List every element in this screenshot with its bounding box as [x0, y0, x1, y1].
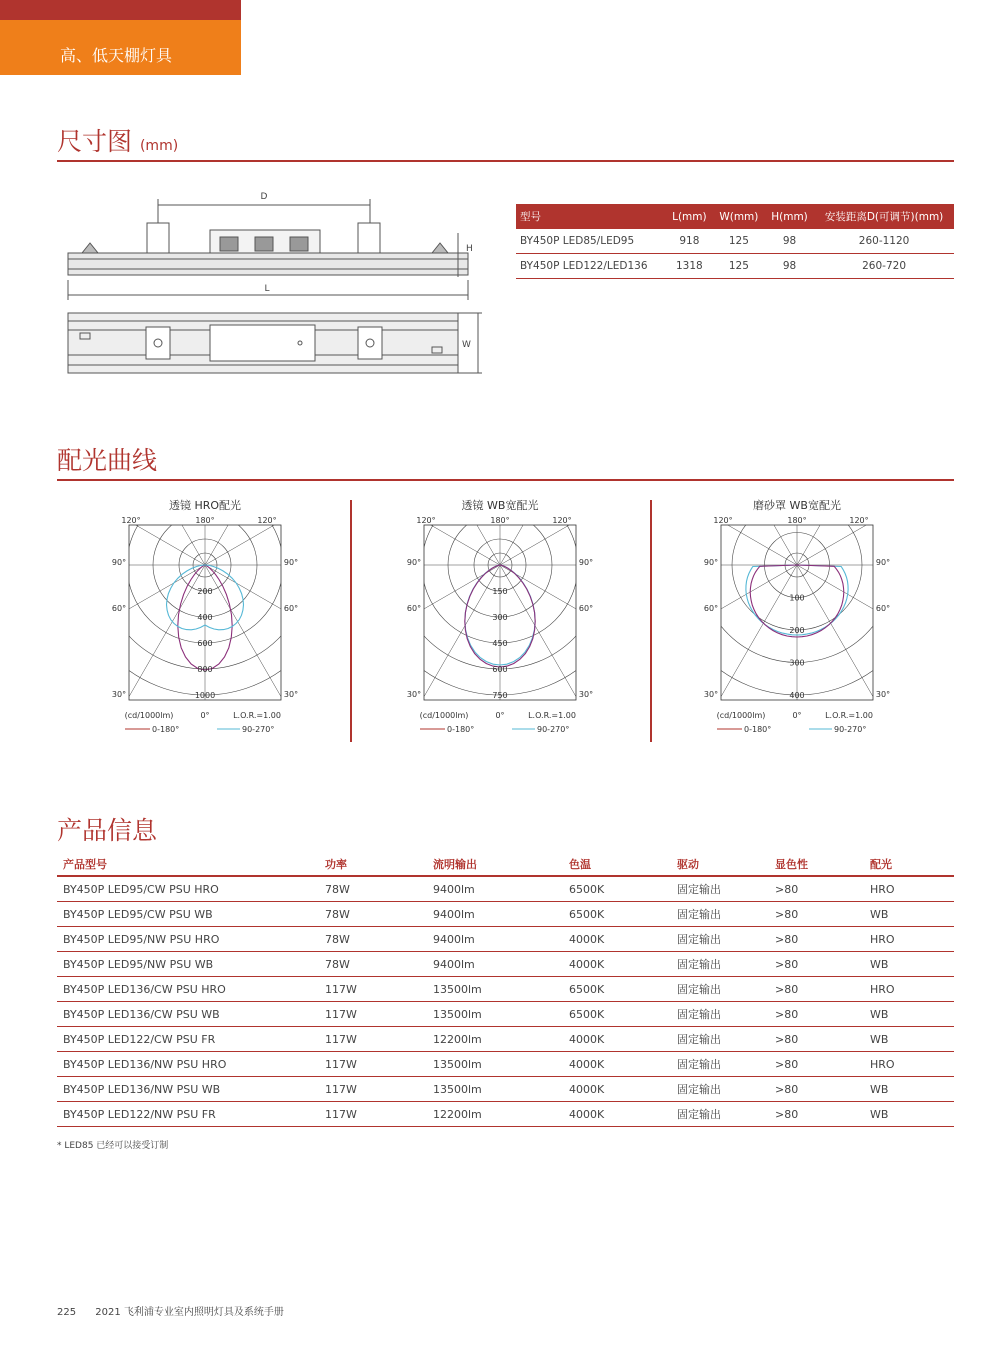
polar-chart-1	[105, 495, 305, 740]
product-cell: 117W	[319, 1077, 427, 1102]
table-row	[57, 927, 954, 952]
ring-label: 400	[197, 613, 213, 622]
dim-col-model: 型号	[516, 204, 666, 229]
header-tab-label: 高、低天棚灯具	[60, 46, 173, 65]
zero-label: 0°	[495, 711, 505, 720]
product-cell: 固定输出	[671, 902, 769, 927]
chart-title: 透镜 HRO配光	[168, 499, 242, 512]
lor-label: L.O.R.=1.00	[825, 711, 873, 720]
product-cell: 6500K	[563, 902, 671, 927]
angle-label: 30°	[283, 690, 299, 699]
product-cell: 9400lm	[427, 952, 563, 977]
dimension-drawing	[60, 185, 490, 385]
dim-cell: BY450P LED85/LED95	[516, 229, 666, 254]
product-cell: WB	[864, 1027, 954, 1052]
ring-label: 600	[492, 665, 508, 674]
product-cell: >80	[769, 977, 864, 1002]
unit-label: (cd/1000lm)	[124, 711, 174, 720]
angle-label: 120°	[416, 516, 436, 525]
product-cell: 117W	[319, 1052, 427, 1077]
legend-a: 0-180°	[744, 725, 772, 734]
table-row	[516, 229, 954, 254]
product-cell: WB	[864, 902, 954, 927]
dim-cell: 260-1120	[814, 229, 954, 254]
angle-label: 60°	[578, 604, 594, 613]
product-cell: BY450P LED136/CW PSU HRO	[57, 977, 319, 1002]
legend-b: 90-270°	[242, 725, 275, 734]
product-cell: 4000K	[563, 1077, 671, 1102]
product-cell: 固定输出	[671, 876, 769, 902]
table-row	[57, 1002, 954, 1027]
angle-label: 30°	[703, 690, 719, 699]
product-cell: 4000K	[563, 1052, 671, 1077]
product-cell: BY450P LED95/NW PSU WB	[57, 952, 319, 977]
product-cell: 9400lm	[427, 876, 563, 902]
product-cell: 固定输出	[671, 1102, 769, 1127]
dim-cell: BY450P LED122/LED136	[516, 254, 666, 279]
table-row	[57, 977, 954, 1002]
table-row	[57, 902, 954, 927]
prod-col-driver: 驱动	[671, 853, 769, 876]
product-cell: >80	[769, 1052, 864, 1077]
angle-label: 60°	[875, 604, 891, 613]
polar-chart-3	[697, 495, 897, 740]
product-cell: BY450P LED122/NW PSU FR	[57, 1102, 319, 1127]
prod-col-lumen: 流明输出	[427, 853, 563, 876]
dim-cell: 260-720	[814, 254, 954, 279]
product-cell: BY450P LED95/CW PSU WB	[57, 902, 319, 927]
dim-cell: 125	[713, 254, 765, 279]
page-footer	[57, 1303, 300, 1318]
dim-cell: 1318	[666, 254, 713, 279]
product-cell: 9400lm	[427, 902, 563, 927]
label-l: L	[264, 284, 270, 294]
product-cell: >80	[769, 1027, 864, 1052]
chart-separator	[650, 500, 652, 742]
table-row	[516, 254, 954, 279]
angle-label: 180°	[490, 516, 510, 525]
angle-label: 60°	[111, 604, 127, 613]
product-cell: HRO	[864, 876, 954, 902]
dimension-table-header	[516, 204, 954, 229]
dimension-unit: (mm)	[139, 138, 179, 154]
product-cell: 12200lm	[427, 1027, 563, 1052]
product-cell: 4000K	[563, 952, 671, 977]
product-cell: BY450P LED136/CW PSU WB	[57, 1002, 319, 1027]
product-cell: >80	[769, 927, 864, 952]
product-cell: 固定输出	[671, 1052, 769, 1077]
dim-cell: 98	[765, 254, 814, 279]
page-number: 225	[57, 1307, 77, 1318]
angle-label: 60°	[283, 604, 299, 613]
angle-label: 120°	[257, 516, 277, 525]
product-cell: BY450P LED136/NW PSU HRO	[57, 1052, 319, 1077]
label-h: H	[466, 244, 473, 254]
product-table-header	[57, 853, 954, 876]
table-row	[57, 1027, 954, 1052]
angle-label: 30°	[111, 690, 127, 699]
product-cell: 78W	[319, 927, 427, 952]
ring-label: 600	[197, 639, 213, 648]
angle-label: 30°	[578, 690, 594, 699]
ring-label: 750	[492, 691, 508, 700]
product-cell: HRO	[864, 1052, 954, 1077]
product-cell: 78W	[319, 902, 427, 927]
angle-label: 90°	[283, 558, 299, 567]
product-cell: 6500K	[563, 876, 671, 902]
ring-label: 400	[789, 691, 805, 700]
dimension-title-text: 尺寸图	[57, 127, 133, 156]
photometric-section-title: 配光曲线	[57, 446, 158, 475]
dim-col-d: 安装距离D(可调节)(mm)	[814, 204, 954, 229]
prod-col-cct: 色温	[563, 853, 671, 876]
ring-label: 1000	[194, 691, 216, 700]
footnote: * LED85 已经可以接受订制	[57, 1141, 169, 1151]
product-cell: 12200lm	[427, 1102, 563, 1127]
book-title: 2021 飞利浦专业室内照明灯具及系统手册	[95, 1307, 284, 1318]
angle-label: 90°	[406, 558, 422, 567]
product-cell: 13500lm	[427, 1052, 563, 1077]
dim-cell: 918	[666, 229, 713, 254]
dimension-section-title	[57, 122, 178, 158]
angle-label: 120°	[552, 516, 572, 525]
dimension-rule	[57, 160, 954, 162]
angle-label: 180°	[195, 516, 215, 525]
ring-label: 800	[197, 665, 213, 674]
product-cell: BY450P LED136/NW PSU WB	[57, 1077, 319, 1102]
product-cell: WB	[864, 1002, 954, 1027]
angle-label: 30°	[406, 690, 422, 699]
dim-col-l: L(mm)	[666, 204, 713, 229]
table-row	[57, 1077, 954, 1102]
product-cell: HRO	[864, 977, 954, 1002]
angle-label: 90°	[703, 558, 719, 567]
dim-col-h: H(mm)	[765, 204, 814, 229]
angle-label: 60°	[406, 604, 422, 613]
table-row	[57, 876, 954, 902]
unit-label: (cd/1000lm)	[716, 711, 766, 720]
product-cell: 4000K	[563, 927, 671, 952]
product-cell: >80	[769, 902, 864, 927]
product-cell: 117W	[319, 1027, 427, 1052]
label-d: D	[260, 192, 268, 202]
product-section-title: 产品信息	[57, 816, 158, 845]
table-row	[57, 952, 954, 977]
product-cell: 固定输出	[671, 977, 769, 1002]
product-cell: 117W	[319, 1002, 427, 1027]
dim-col-w: W(mm)	[713, 204, 765, 229]
product-cell: >80	[769, 952, 864, 977]
polar-chart-2	[400, 495, 600, 740]
chart-title: 透镜 WB宽配光	[461, 499, 539, 512]
product-cell: 13500lm	[427, 977, 563, 1002]
angle-label: 120°	[849, 516, 869, 525]
ring-label: 300	[789, 658, 805, 668]
product-cell: 固定输出	[671, 1027, 769, 1052]
label-w: W	[462, 340, 471, 350]
product-cell: 4000K	[563, 1102, 671, 1127]
header-tab	[0, 0, 241, 75]
product-cell: 固定输出	[671, 927, 769, 952]
product-cell: 固定输出	[671, 952, 769, 977]
zero-label: 0°	[792, 711, 802, 720]
legend-b: 90-270°	[537, 725, 570, 734]
prod-col-power: 功率	[319, 853, 427, 876]
angle-label: 120°	[121, 516, 141, 525]
product-cell: 117W	[319, 977, 427, 1002]
product-cell: 固定输出	[671, 1002, 769, 1027]
product-cell: WB	[864, 1102, 954, 1127]
ring-label: 100	[789, 593, 805, 603]
product-cell: 13500lm	[427, 1002, 563, 1027]
photometric-rule	[57, 479, 954, 481]
dim-cell: 125	[713, 229, 765, 254]
product-cell: 78W	[319, 952, 427, 977]
product-cell: WB	[864, 1077, 954, 1102]
product-cell: 117W	[319, 1102, 427, 1127]
angle-label: 120°	[713, 516, 733, 525]
legend-a: 0-180°	[152, 725, 180, 734]
product-cell: 9400lm	[427, 927, 563, 952]
chart-separator	[350, 500, 352, 742]
product-cell: BY450P LED122/CW PSU FR	[57, 1027, 319, 1052]
product-cell: 13500lm	[427, 1077, 563, 1102]
product-cell: >80	[769, 1077, 864, 1102]
product-cell: 固定输出	[671, 1077, 769, 1102]
angle-label: 180°	[787, 516, 807, 525]
product-cell: 78W	[319, 876, 427, 902]
chart-title: 磨砂罩 WB宽配光	[753, 499, 841, 512]
angle-label: 90°	[111, 558, 127, 567]
lor-label: L.O.R.=1.00	[233, 711, 281, 720]
product-cell: BY450P LED95/CW PSU HRO	[57, 876, 319, 902]
prod-col-model: 产品型号	[57, 853, 319, 876]
product-cell: WB	[864, 952, 954, 977]
table-row	[57, 1102, 954, 1127]
angle-label: 30°	[875, 690, 891, 699]
dim-cell: 98	[765, 229, 814, 254]
product-cell: BY450P LED95/NW PSU HRO	[57, 927, 319, 952]
table-row	[57, 1052, 954, 1077]
prod-col-optic: 配光	[864, 853, 954, 876]
header-tab-bar	[0, 0, 241, 20]
legend-a: 0-180°	[447, 725, 475, 734]
product-cell: >80	[769, 1102, 864, 1127]
product-cell: >80	[769, 1002, 864, 1027]
lor-label: L.O.R.=1.00	[528, 711, 576, 720]
product-cell: 4000K	[563, 1027, 671, 1052]
product-cell: 6500K	[563, 1002, 671, 1027]
ring-label: 300	[492, 613, 508, 622]
product-table	[57, 853, 954, 1127]
zero-label: 0°	[200, 711, 210, 720]
ring-label: 450	[492, 639, 508, 648]
legend-b: 90-270°	[834, 725, 867, 734]
angle-label: 60°	[703, 604, 719, 613]
product-cell: 6500K	[563, 977, 671, 1002]
dimension-table	[516, 204, 954, 279]
product-cell: HRO	[864, 927, 954, 952]
ring-label: 150	[492, 587, 508, 596]
ring-label: 200	[197, 587, 213, 596]
unit-label: (cd/1000lm)	[419, 711, 469, 720]
product-cell: >80	[769, 876, 864, 902]
ring-label: 200	[789, 626, 805, 635]
angle-label: 90°	[875, 558, 891, 567]
angle-label: 90°	[578, 558, 594, 567]
prod-col-cri: 显色性	[769, 853, 864, 876]
